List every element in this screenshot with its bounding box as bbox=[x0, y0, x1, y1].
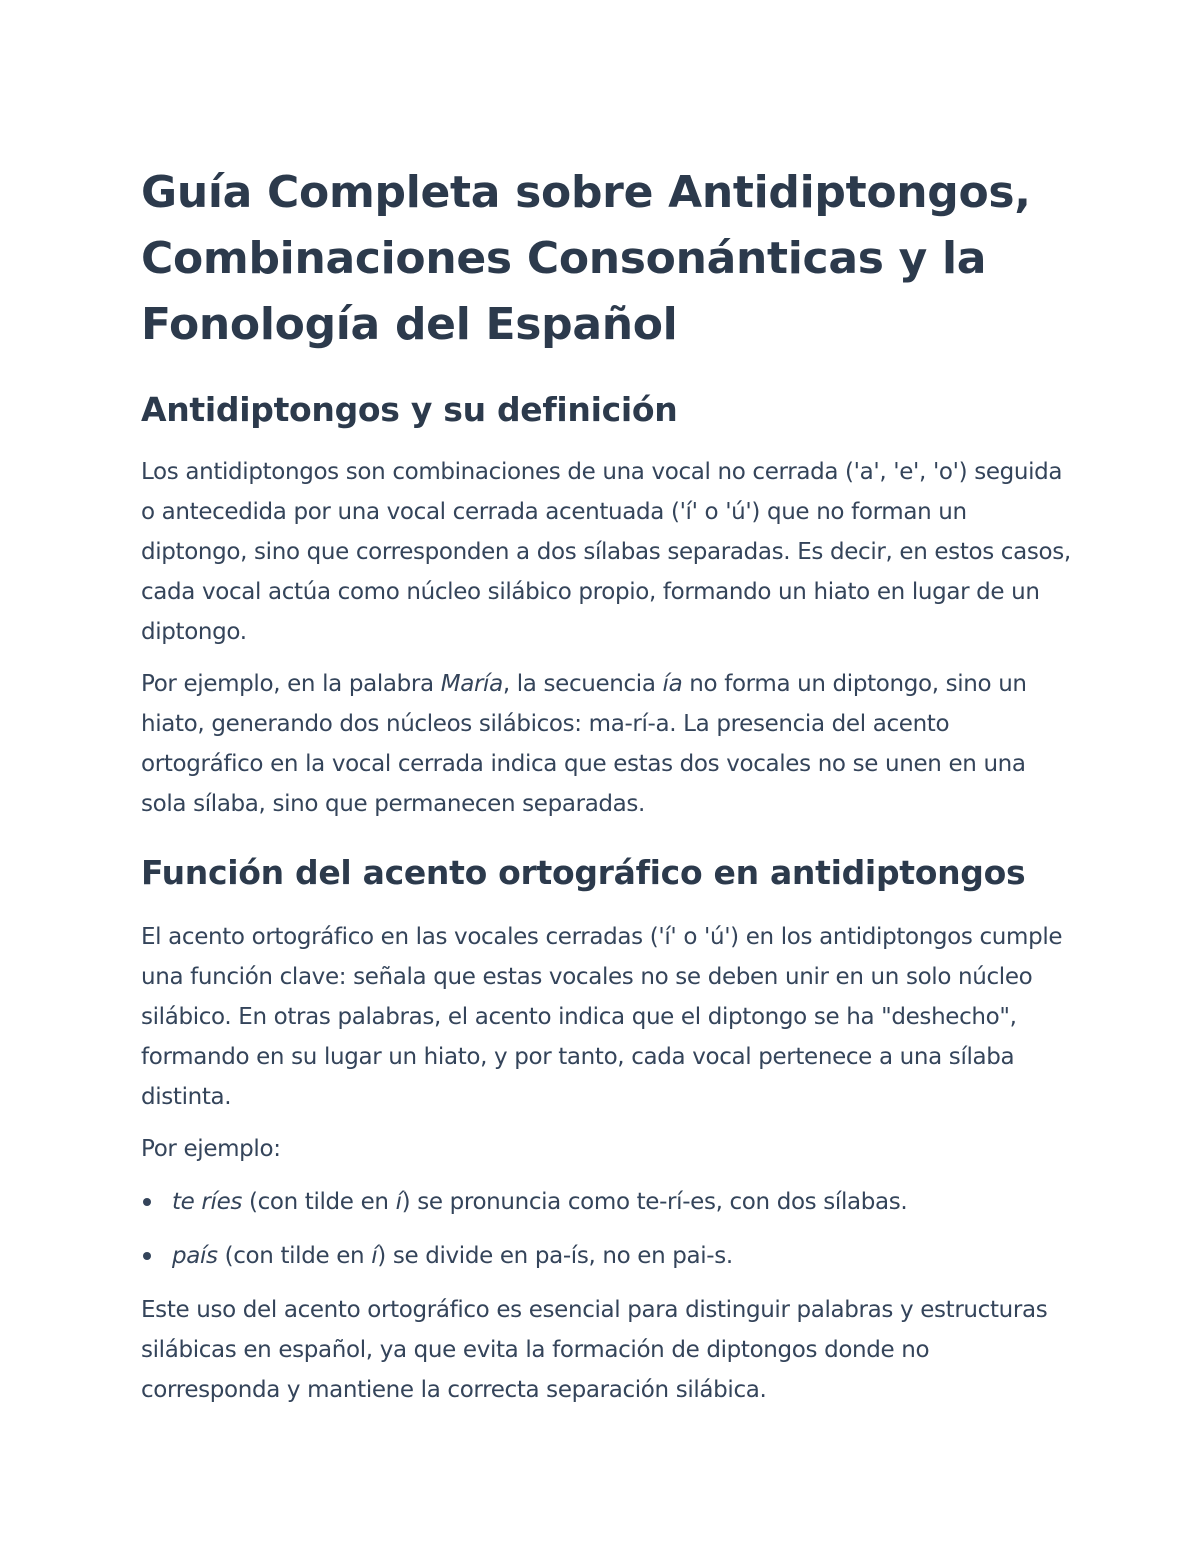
text-segment: , la secuencia bbox=[502, 671, 663, 697]
list-item bbox=[141, 1182, 1071, 1222]
text-segment: ) se pronuncia como te-rí-es, con dos sílabas. bbox=[401, 1189, 908, 1215]
paragraph-closing: Este uso del acento ortográfico es esencial para distinguir palabras y estructuras silábicas en español, ya que evita la formación de diptongos donde no corresponda y mantiene la correcta separación silábica. bbox=[141, 1297, 1048, 1403]
text-segment: Por ejemplo, en la palabra bbox=[141, 671, 441, 697]
italic-letter: í bbox=[371, 1243, 378, 1269]
paragraph-definition: Los antidiptongos son combinaciones de una vocal no cerrada ('a', 'e', 'o') seguida o antecedida por una vocal cerrada acentuada ('í' o 'ú') que no forman un diptongo, sino que corresponden a dos sílabas separadas. Es decir, en estos casos, cada vocal actúa como núcleo silábico propio, formando un hiato en lugar de un diptongo. bbox=[141, 459, 1071, 645]
paragraph-funcion: El acento ortográfico en las vocales cerradas ('í' o 'ú') en los antidiptongos cumple una función clave: señala que estas vocales no se deben unir en un solo núcleo silábico. En otras palabras, el acento indica que el diptongo se ha "deshecho", formando en su lugar un hiato, y por tanto, cada vocal pertenece a una sílaba distinta. bbox=[141, 924, 1063, 1110]
page-title: Guía Completa sobre Antidiptongos, Combinaciones Consonánticas y la Fonología del Español bbox=[141, 167, 1031, 350]
text-segment: no forma un diptongo, sino un hiato, generando dos núcleos silábicos: ma-rí-a. La presencia del acento ortográfico en la vocal cerrada indica que estas dos vocales no se unen en una sola sílaba, sino que permanecen separadas. bbox=[141, 671, 1027, 817]
paragraph-example-maria bbox=[141, 664, 1071, 824]
italic-example-word: país bbox=[172, 1243, 218, 1269]
section-heading-antidiptongos: Antidiptongos y su definición bbox=[141, 390, 678, 429]
italic-sequence-ia: ía bbox=[662, 671, 683, 697]
document-page bbox=[141, 160, 1071, 1410]
italic-word-maria: María bbox=[440, 671, 503, 697]
bullet-icon bbox=[143, 1252, 151, 1260]
section-heading-funcion-acento: Función del acento ortográfico en antidiptongos bbox=[141, 853, 1026, 892]
list-item bbox=[141, 1236, 1071, 1276]
text-segment: (con tilde en bbox=[242, 1189, 396, 1215]
text-segment: (con tilde en bbox=[217, 1243, 372, 1269]
italic-letter: í bbox=[395, 1189, 402, 1215]
italic-example-word: te ríes bbox=[172, 1189, 243, 1215]
paragraph-example-intro: Por ejemplo: bbox=[141, 1136, 281, 1162]
text-segment: ) se divide en pa-ís, no en pai-s. bbox=[377, 1243, 733, 1269]
bullet-icon bbox=[143, 1198, 151, 1206]
examples-list bbox=[141, 1182, 1071, 1276]
